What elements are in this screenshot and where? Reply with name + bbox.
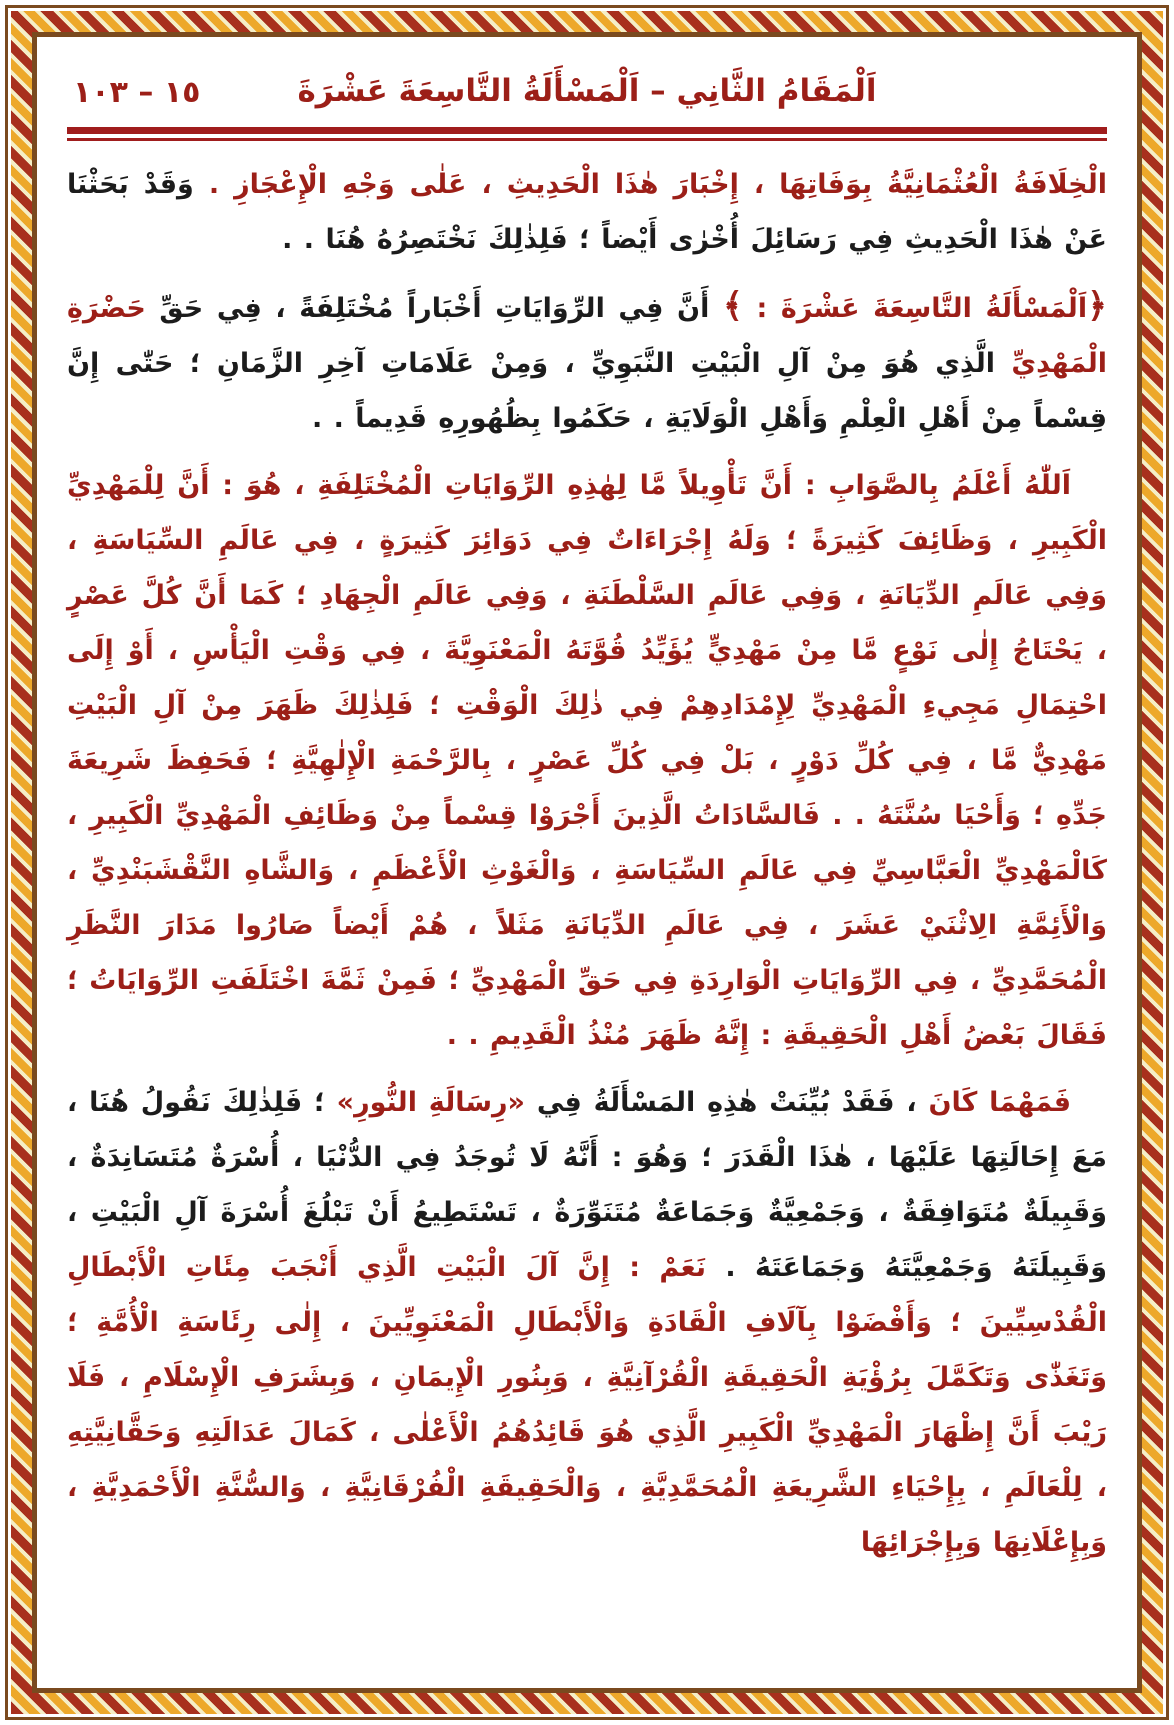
text-run-black: الَّذِي هُوَ مِنْ آلِ الْبَيْتِ النَّبَوِيِّ ، وَمِنْ عَلَامَاتِ آخِرِ الزَّمَانِ ؛ حَتّٰى إِنَّ قِسْماً مِنْ أَهْلِ الْعِلْمِ وَأَهْلِ الْوَلَايَةِ ، حَكَمُوا بِظُهُورِهِ قَدِيماً . . bbox=[67, 348, 1107, 434]
decorative-border-chain-pattern bbox=[11, 11, 1163, 1714]
text-run-red: الْخِلَافَةُ الْعُثْمَانِيَّةُ بِوَفَاتِهَا ، إِخْبَارَ هٰذَا الْحَدِيثِ ، عَلٰى وَجْهِ الْإِعْجَازِ . bbox=[193, 169, 1107, 200]
text-run-black: أَنَّ فِي الرِّوَايَاتِ أَخْبَاراً مُخْتَلِفَةً ، فِي حَقِّ bbox=[145, 293, 723, 324]
page-number: ١٥ – ١٠٣ bbox=[73, 75, 201, 110]
page-title: اَلْمَقَامُ الثَّانِي – اَلْمَسْأَلَةُ التَّاسِعَةَ عَشْرَةَ bbox=[297, 73, 877, 109]
paragraph-question bbox=[67, 279, 1107, 446]
paragraph-answer bbox=[67, 458, 1107, 1063]
text-run-red: نَعَمْ : إِنَّ آلَ الْبَيْتِ الَّذِي أَنْجَبَ مِئَاتِ الْأَبْطَالِ الْقُدْسِيِّينَ ؛ وَأَفْضَوْا بِآلَافِ الْقَادَةِ وَالْأَبْطَالِ الْمَعْنَوِيِّينَ ، إِلٰى رِئَاسَةِ الْأُمَّةِ ؛ وَتَغَذّٰى وَتَكَمَّلَ بِرُؤْيَةِ الْحَقِيقَةِ الْقُرْآنِيَّةِ ، وَبِنُورِ الْإِيمَانِ ، وَبِشَرَفِ الْإِسْلَامِ ، فَلَا رَيْبَ أَنَّ إِظْهَارَ الْمَهْدِيِّ الْكَبِيرِ الَّذِي هُوَ قَائِدُهُمُ الْأَعْلٰى ، كَمَالَ عَدَالَتِهِ وَحَقَّانِيَّتِهِ ، لِلْعَالَمِ ، بِإِحْيَاءِ الشَّرِيعَةِ الْمُحَمَّدِيَّةِ ، وَالْحَقِيقَةِ الْفُرْقَانِيَّةِ ، وَالسُّنَّةِ الْأَحْمَدِيَّةِ ، وَبِإِعْلَانِهَا وَبِإِجْرَائِهَا bbox=[67, 1252, 1107, 1558]
decorative-border-outer bbox=[5, 5, 1169, 1720]
text-run-black: ، فَقَدْ بُيِّنَتْ هٰذِهِ المَسْأَلَةُ فِي bbox=[524, 1087, 929, 1118]
text-run-black: ؛ فَلِذٰلِكَ نَقُولُ هُنَا ، مَعَ إِحَالَتِهَا عَلَيْهَا ، هٰذَا الْقَدَرَ ؛ وَهُوَ : أَنَّهُ لَا تُوجَدُ فِي الدُّنْيَا ، أُسْرَةٌ مُتَسَانِدَةٌ ، وَقَبِيلَةٌ مُتَوَافِقَةٌ ، وَجَمْعِيَّةٌ وَجَمَاعَةٌ مُتَنَوِّرَةٌ ، تَسْتَطِيعُ أَنْ تَبْلُغَ أُسْرَةَ آلِ الْبَيْتِ ، وَقَبِيلَتَهُ وَجَمْعِيَّتَهُ وَجَمَاعَتَهُ . bbox=[67, 1087, 1107, 1283]
paragraph-intro bbox=[67, 157, 1107, 267]
paragraph-conclusion bbox=[67, 1075, 1107, 1570]
ornate-close-bracket-icon: ﴾ bbox=[722, 286, 743, 326]
header-double-rule bbox=[67, 127, 1107, 141]
page-header bbox=[67, 65, 1107, 141]
text-run-red: اَللّٰهُ أَعْلَمُ بِالصَّوَابِ : أَنَّ تَأْوِيلاً مَّا لِهٰذِهِ الرِّوَايَاتِ الْمُخْتَلِفَةِ ، هُوَ : أَنَّ لِلْمَهْدِيِّ الْكَبِيرِ ، وَظَائِفَ كَثِيرَةً ؛ وَلَهُ إِجْرَاءَاتٌ فِي دَوَائِرَ كَثِيرَةٍ ، فِي عَالَمِ السِّيَاسَةِ ، وَفِي عَالَمِ الدِّيَانَةِ ، وَفِي عَالَمِ السَّلْطَنَةِ ، وَفِي عَالَمِ الْجِهَادِ ؛ كَمَا أَنَّ كُلَّ عَصْرٍ ، يَحْتَاجُ إِلٰى نَوْعٍ مَّا مِنْ مَهْدِيٍّ يُؤَيِّدُ قُوَّتَهُ الْمَعْنَوِيَّةَ ، فِي وَقْتِ الْيَأْسِ ، أَوْ إِلَى احْتِمَالِ مَجِيءِ الْمَهْدِيِّ لِإِمْدَادِهِمْ فِي ذٰلِكَ الْوَقْتِ ؛ فَلِذٰلِكَ ظَهَرَ مِنْ آلِ الْبَيْتِ مَهْدِيٌّ مَّا ، فِي كُلِّ دَوْرٍ ، بَلْ فِي كُلِّ عَصْرٍ ، بِالرَّحْمَةِ الْإِلٰهِيَّةِ ؛ فَحَفِظَ شَرِيعَةَ جَدِّهِ ؛ وَأَحْيَا سُنَّتَهُ . . فَالسَّادَاتُ الَّذِينَ أَجْرَوْا قِسْماً مِنْ وَظَائِفِ الْمَهْدِيِّ الْكَبِيرِ ، كَالْمَهْدِيِّ الْعَبَّاسِيِّ فِي عَالَمِ السِّيَاسَةِ ، وَالْغَوْثِ الْأَعْظَمِ ، وَالشَّاهِ النَّقْشَبَنْدِيِّ ، وَالْأَئِمَّةِ الِاثْنَيْ عَشَرَ ، فِي عَالَمِ الدِّيَانَةِ مَثَلاً ، هُمْ أَيْضاً صَارُوا مَدَارَ النَّظَرِ الْمُحَمَّدِيِّ ، فِي الرِّوَايَاتِ الْوَارِدَةِ فِي حَقِّ الْمَهْدِيِّ ؛ فَمِنْ ثَمَّةَ اخْتَلَفَتِ الرِّوَايَاتُ ؛ فَقَالَ بَعْضُ أَهْلِ الْحَقِيقَةِ : إِنَّهُ ظَهَرَ مُنْذُ الْقَدِيمِ . . bbox=[67, 470, 1107, 1051]
ornate-open-bracket-icon: ﴿ bbox=[1087, 286, 1107, 326]
document-body bbox=[67, 157, 1107, 1570]
page-content bbox=[32, 32, 1142, 1693]
section-title: اَلْمَسْأَلَةُ التَّاسِعَةَ عَشْرَةَ : bbox=[742, 293, 1088, 324]
text-run-red: حَضْرَةِ الْمَهْدِيِّ bbox=[67, 293, 1107, 379]
text-run-black: وَقَدْ بَحَثْنَا عَنْ هٰذَا الْحَدِيثِ فِي رَسَائِلَ أُخْرٰى أَيْضاً ؛ فَلِذٰلِكَ نَخْتَصِرُهُ هُنَا . . bbox=[67, 169, 1107, 255]
book-title-reference: «رِسَالَةِ النُّورِ» bbox=[336, 1087, 525, 1118]
text-run-red: فَمَهْمَا كَانَ bbox=[928, 1087, 1072, 1118]
